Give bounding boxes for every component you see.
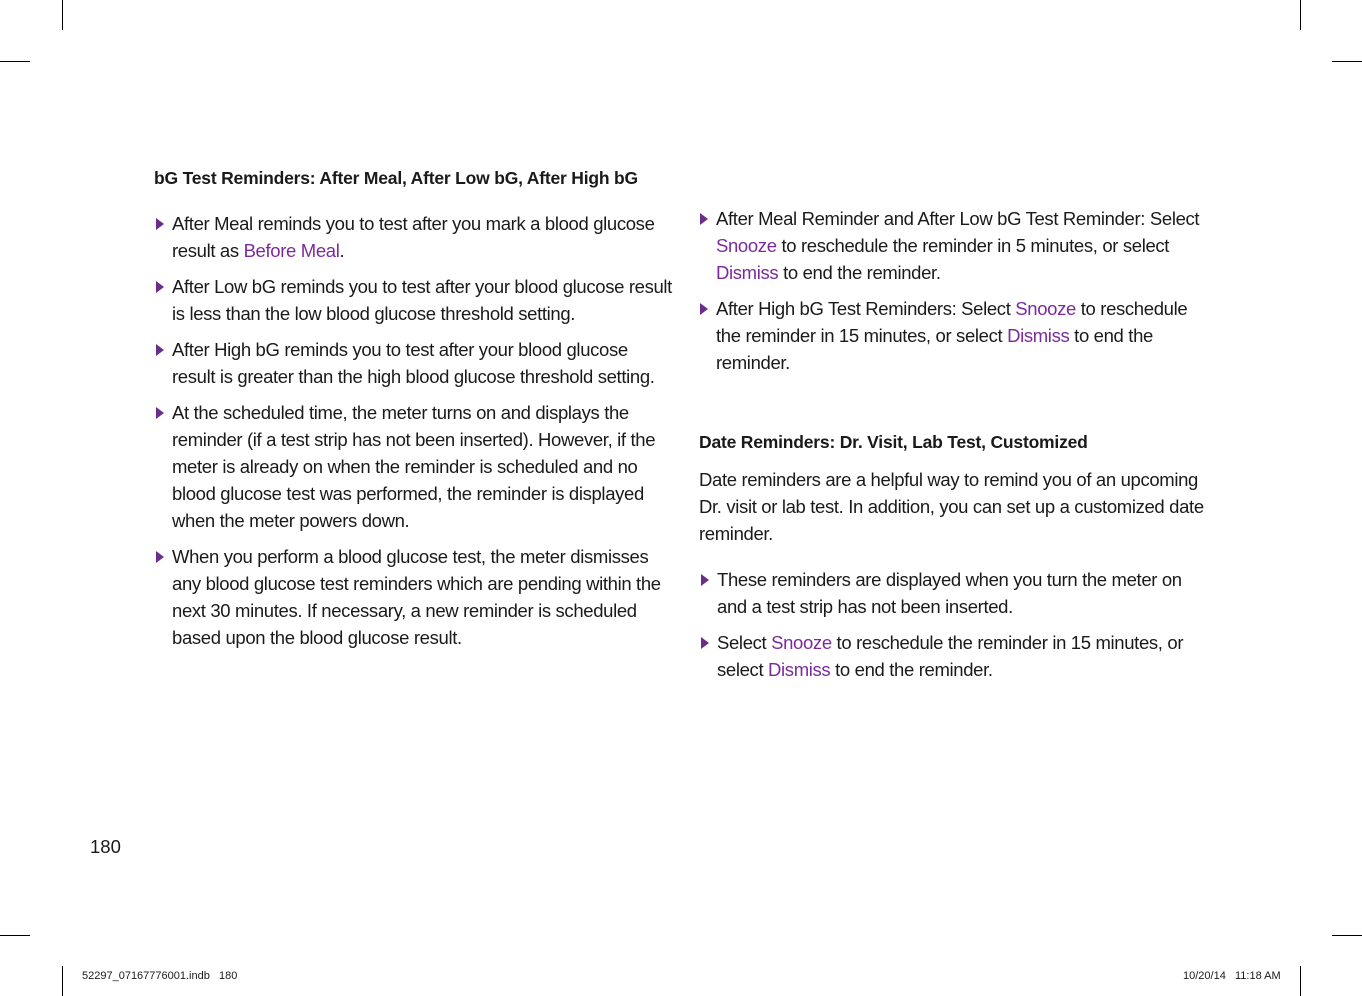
list-item	[154, 210, 674, 264]
bullet-text: Select	[717, 632, 772, 653]
list-item	[154, 399, 674, 534]
left-column	[154, 210, 674, 660]
bullet-arrow-icon	[700, 213, 708, 225]
crop-mark	[0, 935, 30, 936]
bullet-text: After Meal Reminder and After Low bG Test Reminder: Select	[716, 208, 1200, 229]
bullet-arrow-icon	[156, 344, 164, 356]
print-slug-file: 52297_07167776001.indb 180	[82, 970, 238, 982]
snooze-term: Snooze	[1015, 298, 1076, 319]
list-item	[699, 566, 1211, 620]
bullet-text: to end the reminder.	[716, 325, 1153, 373]
print-slug-date: 10/20/14 11:18 AM	[1183, 970, 1281, 982]
bullet-arrow-icon	[701, 574, 709, 586]
dismiss-term: Dismiss	[768, 659, 831, 680]
list-item	[698, 205, 1210, 286]
dismiss-term: Dismiss	[1007, 325, 1070, 346]
crop-mark	[62, 0, 63, 30]
right-column-top	[698, 205, 1210, 385]
bullet-text: These reminders are displayed when you turn the meter on and a test strip has not been inserted.	[717, 569, 1182, 617]
before-meal-term: Before Meal	[243, 240, 340, 261]
bullet-text: to end the reminder.	[830, 659, 993, 680]
section-heading-date-reminders: Date Reminders: Dr. Visit, Lab Test, Customized	[699, 432, 1088, 452]
bullet-text: to reschedule the reminder in 15 minutes, or select	[716, 298, 1188, 346]
bullet-text: .	[339, 240, 345, 261]
bullet-text: After Meal reminds you to test after you mark a blood glucose result as	[172, 213, 655, 261]
bullet-text: to reschedule the reminder in 5 minutes, or select	[776, 235, 1170, 256]
bullet-arrow-icon	[156, 407, 164, 419]
bullet-text: At the scheduled time, the meter turns on and displays the reminder (if a test strip has not been inserted). However, if the meter is already on when the reminder is scheduled and no blood glucose test was performed, the reminder is displayed when the meter powers down.	[172, 402, 656, 531]
bullet-text: After Low bG reminds you to test after your blood glucose result is less than the low blood glucose threshold setting.	[172, 276, 672, 324]
bullet-arrow-icon	[156, 551, 164, 563]
crop-mark	[1300, 0, 1301, 30]
snooze-term: Snooze	[716, 235, 777, 256]
crop-mark	[62, 966, 63, 996]
snooze-term: Snooze	[771, 632, 832, 653]
crop-mark	[1332, 935, 1362, 936]
bullet-arrow-icon	[156, 281, 164, 293]
crop-mark	[1332, 61, 1362, 62]
dismiss-term: Dismiss	[716, 262, 779, 283]
list-item	[154, 543, 674, 651]
right-column-bottom	[699, 466, 1211, 692]
bullet-text: to reschedule the reminder in 15 minutes, or select	[717, 632, 1184, 680]
bullet-text: After High bG reminds you to test after your blood glucose result is greater than the high blood glucose threshold setting.	[172, 339, 655, 387]
list-item	[154, 336, 674, 390]
page-number: 180	[90, 836, 121, 857]
crop-mark	[1300, 966, 1301, 996]
bullet-text: After High bG Test Reminders: Select	[716, 298, 1016, 319]
bullet-text: to end the reminder.	[778, 262, 941, 283]
list-item	[698, 295, 1210, 376]
bullet-text: When you perform a blood glucose test, the meter dismisses any blood glucose test reminders which are pending within the next 30 minutes. If necessary, a new reminder is scheduled based upon the blood glucose result.	[172, 546, 661, 648]
crop-mark	[0, 61, 30, 62]
bullet-arrow-icon	[701, 637, 709, 649]
intro-paragraph: Date reminders are a helpful way to remind you of an upcoming Dr. visit or lab test. In addition, you can set up a customized date reminder.	[699, 469, 1204, 544]
section-heading-bg-reminders: bG Test Reminders: After Meal, After Low bG, After High bG	[154, 168, 638, 188]
bullet-arrow-icon	[700, 303, 708, 315]
list-item	[699, 629, 1211, 683]
bullet-arrow-icon	[156, 218, 164, 230]
list-item	[154, 273, 674, 327]
